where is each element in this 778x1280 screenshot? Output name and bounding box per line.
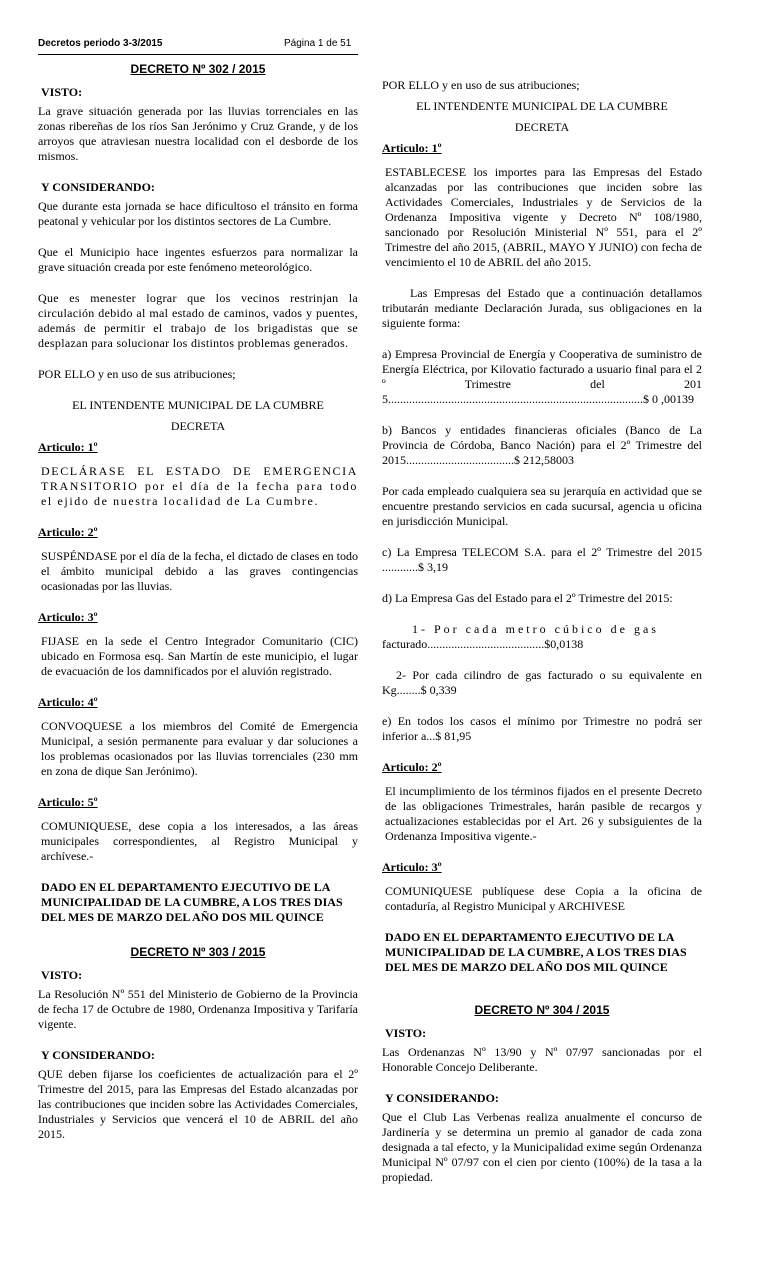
decree-303-article-1-paragraph-2: Las Empresas del Estado que a continuación detallamos tributarán mediante Declaración Jurada, sus obligaciones en la siguiente forma: — [382, 286, 702, 330]
decree-304-considerando-1: Que el Club Las Verbenas realiza anualmente el concurso de Jardinería y se determina un premio al ganador de cada zona designada a tal efecto, y la Municipalidad exime según Ordenanza Municipal Nº 07/97 con el cien por ciento (100%) de la tasa a la propiedad. — [382, 1110, 702, 1184]
decree-303-item-c: c) La Empresa TELECOM S.A. para el 2º Trimestre del 2015 ............$ 3,19 — [382, 545, 702, 574]
decree-303-continued — [382, 78, 702, 975]
decree-303-article-2-label: Articulo: 2º — [382, 760, 442, 774]
decree-303-article-2-text: El incumplimiento de los términos fijados en el presente Decreto de las obligaciones Trimestrales, harán pasible de recargos y actualizaciones establecidas por el Art. 26 y subsiguientes de la Ordenanza Impositiva vigente.- — [385, 784, 702, 843]
decree-302-visto-text: La grave situación generada por las lluvias torrenciales en las zonas ribereñas de los ríos San Jerónimo y Cruz Grande, y de los arroyos que atraviesan nuestra localidad con el desborde de los mismos. — [38, 104, 358, 163]
decree-303-article-1-label: Articulo: 1º — [382, 141, 442, 155]
decree-302-visto-label: VISTO: — [41, 85, 83, 99]
decree-302-article-5-label: Articulo: 5º — [38, 795, 98, 809]
decree-304-visto-text: Las Ordenanzas Nº 13/90 y Nº 07/97 sancionadas por el Honorable Concejo Deliberante. — [382, 1045, 702, 1074]
right-column — [382, 78, 702, 1277]
decree-303-item-b: b) Bancos y entidades financieras oficiales (Banco de La Provincia de Córdoba, Banco Nación) para el 2º Trimestre del 2015....................................$ 212,58003 — [382, 423, 702, 467]
decree-302-article-2-label: Articulo: 2º — [38, 525, 98, 539]
header-document-title: Decretos periodo 3-3/2015 — [38, 38, 163, 49]
decree-303-closing: DADO EN EL DEPARTAMENTO EJECUTIVO DE LA MUNICIPALIDAD DE LA CUMBRE, A LOS TRES DIAS DEL MES DE MARZO DEL AÑO DOS MIL QUINCE — [385, 930, 687, 974]
decree-303-por-ello: POR ELLO y en uso de sus atribuciones; — [382, 78, 580, 92]
decree-304-title: DECRETO Nº 304 / 2015 — [474, 1003, 610, 1017]
decree-302-considerando-1: Que durante esta jornada se hace dificultoso el tránsito en forma peatonal y vehicular por los distintos sectores de La Cumbre. — [38, 199, 358, 228]
decree-303-item-a: a) Empresa Provincial de Energía y Cooperativa de suministro de Energía Eléctrica, por Kilovatio facturado a usuario final para el 2º Trimestre del 2015.....................................................................................$ 0 ,00139 — [382, 347, 702, 406]
decree-303-item-b-note: Por cada empleado cualquiera sea su jerarquía en actividad que se encuentre prestando servicios en cada sucursal, agencia u oficina en jurisdicción Municipal. — [382, 484, 702, 528]
decree-302-por-ello: POR ELLO y en uso de sus atribuciones; — [38, 367, 236, 381]
decree-303-title: DECRETO Nº 303 / 2015 — [130, 945, 266, 959]
decree-302-article-5-text: COMUNIQUESE, dese copia a los interesados, a las áreas municipales correspondientes, al Registro Municipal y archívese.- — [41, 819, 358, 863]
page-header — [38, 36, 358, 55]
decree-302 — [38, 62, 358, 925]
decree-303-item-d1-line-1: 1- Por cada metro cúbico de gas — [412, 622, 659, 636]
decree-303-considerando-label: Y CONSIDERANDO: — [41, 1048, 155, 1062]
decree-304 — [382, 1003, 702, 1185]
decree-303-article-1-text: ESTABLECESE los importes para las Empresas del Estado alcanzadas por las contribuciones que inciden sobre las Actividades Comerciales, Industriales y de Servicios de la Ordenanza Impositiva vigente y Decreto Nº 108/1980, sancionado por Resolución Ministerial Nº 551, para el 2º Trimestre del año 2015, (ABRIL, MAYO Y JUNIO) con fecha de vencimiento el 10 de ABRIL del año 2015. — [385, 165, 702, 269]
decree-302-article-3-text: FIJASE en la sede el Centro Integrador Comunitario (CIC) ubicado en Formosa esq. San Martín de este municipio, el lugar de evacuación de los damnificados por el aluvión registrado. — [41, 634, 358, 678]
decree-302-intendente: EL INTENDENTE MUNICIPAL DE LA CUMBRE — [72, 398, 324, 412]
decree-304-visto-label: VISTO: — [385, 1026, 427, 1040]
decree-302-considerando-3: Que es menester lograr que los vecinos restrinjan la circulación debido al mal estado de caminos, vados y puentes, además de permitir el trabajo de los brigadistas que se desplazan para solucionar los distintos problemas generados. — [38, 291, 358, 350]
decree-302-considerando-2: Que el Municipio hace ingentes esfuerzos para normalizar la grave situación creada por este fenómeno meteorológico. — [38, 245, 358, 274]
decree-303-item-d2: 2- Por cada cilindro de gas facturado o su equivalente en Kg........$ 0,339 — [382, 668, 702, 697]
decree-302-article-2-text: SUSPÉNDASE por el día de la fecha, el dictado de clases en todo el ámbito municipal debido a las graves contingencias ocasionadas por las lluvias. — [41, 549, 358, 593]
decree-303-start — [38, 945, 358, 1142]
decree-302-considerando-label: Y CONSIDERANDO: — [41, 180, 155, 194]
decree-304-considerando-label: Y CONSIDERANDO: — [385, 1091, 499, 1105]
decree-303-item-d: d) La Empresa Gas del Estado para el 2º Trimestre del 2015: — [382, 591, 673, 605]
decree-303-considerando-1: QUE deben fijarse los coeficientes de actualización para el 2º Trimestre del 2015, para las Empresas del Estado alcanzadas por las contribuciones que inciden sobre las Actividades Comerciales, Industriales y Servicios que vencerá el 10 de ABRIL del año 2015. — [38, 1067, 358, 1141]
decree-302-article-4-text: CONVOQUESE a los miembros del Comité de Emergencia Municipal, a sesión permanente para evaluar y dar soluciones a los problemas ocasionados por las lluvias torrenciales (230 mm en zona de dique San Jerónimo). — [41, 719, 358, 778]
decree-302-article-1-label: Articulo: 1º — [38, 440, 98, 454]
decree-303-visto-text: La Resolución Nº 551 del Ministerio de Gobierno de la Provincia de fecha 17 de Octubre de 1980, Ordenanza Impositiva y Tarifaría vigente. — [38, 987, 358, 1031]
decree-302-closing: DADO EN EL DEPARTAMENTO EJECUTIVO DE LA MUNICIPALIDAD DE LA CUMBRE, A LOS TRES DIAS DEL MES DE MARZO DEL AÑO DOS MIL QUINCE — [41, 880, 343, 924]
decree-303-article-3-text: COMUNIQUESE publíquese dese Copia a la oficina de contaduría, al Registro Municipal y ARCHIVESE — [385, 884, 702, 913]
left-column — [38, 62, 358, 1277]
decree-303-item-d1-line-2: facturado.......................................$0,0138 — [382, 637, 584, 651]
decree-303-item-d1 — [382, 622, 702, 652]
header-page-number: Página 1 de 51 — [284, 38, 352, 49]
decree-302-article-4-label: Articulo: 4º — [38, 695, 98, 709]
decree-302-title: DECRETO Nº 302 / 2015 — [130, 62, 266, 76]
decree-303-item-e: e) En todos los casos el mínimo por Trimestre no podrá ser inferior a...$ 81,95 — [382, 714, 702, 743]
decree-303-intendente: EL INTENDENTE MUNICIPAL DE LA CUMBRE — [416, 99, 668, 113]
decree-302-article-3-label: Articulo: 3º — [38, 610, 98, 624]
decree-303-visto-label: VISTO: — [41, 968, 83, 982]
decree-302-decreta: DECRETA — [170, 419, 226, 433]
decree-302-article-1-text: DECLÁRASE EL ESTADO DE EMERGENCIA TRANSITORIO por el día de la fecha para todo el ejido de nuestra localidad de La Cumbre. — [41, 464, 358, 508]
decree-303-decreta: DECRETA — [514, 120, 570, 134]
decree-303-article-3-label: Articulo: 3º — [382, 860, 442, 874]
